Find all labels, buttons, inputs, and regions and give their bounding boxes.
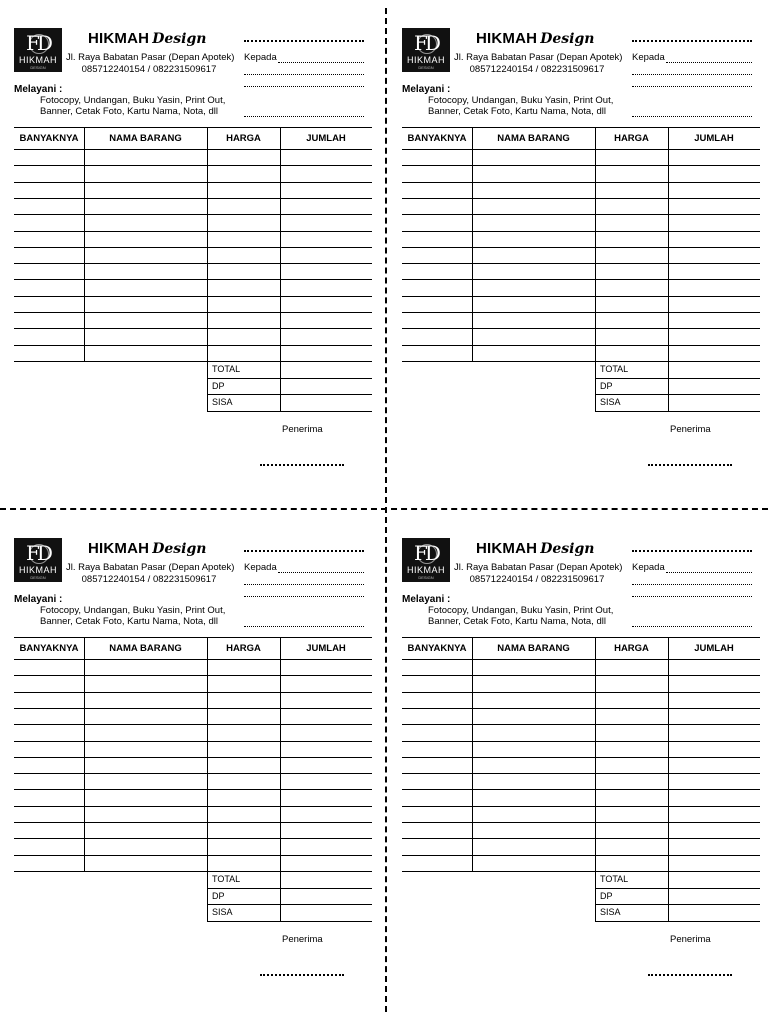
column-divider [472,637,473,871]
totals-row-line [595,411,760,412]
column-header: HARGA [226,643,261,654]
brand-script: Design [540,31,595,47]
totals-label: TOTAL [600,364,629,374]
table-row-line [402,296,760,297]
table-row-line [402,855,760,856]
invoice-form [388,0,768,512]
column-header: JUMLAH [694,643,734,654]
totals-divider [668,361,669,411]
column-header: NAMA BARANG [109,133,182,144]
column-header: NAMA BARANG [109,643,182,654]
column-divider [472,127,473,361]
kepada-label: Kepada [632,52,665,63]
column-divider [668,637,669,871]
phone-numbers: 085712240154 / 082231509617 [81,64,217,75]
cut-line-vertical [385,8,387,1012]
brand-name: HIKMAH [476,540,538,557]
table-row-line [14,806,372,807]
logo-wordmark: HIKMAH [18,55,57,65]
totals-label: DP [600,891,613,901]
receiver-signature-blank[interactable] [260,464,344,466]
table-header-border [402,659,760,660]
kepada-blank-2[interactable] [632,584,752,585]
table-row-line [402,312,760,313]
receiver-signature-blank[interactable] [648,974,732,976]
logo-subtitle: DESIGN [30,65,46,70]
kepada-blank-3[interactable] [244,596,364,597]
brand-title [476,30,594,48]
note-blank[interactable] [632,116,752,117]
table-row-line [402,165,760,166]
table-top-border [14,637,372,638]
totals-divider [668,871,669,921]
totals-label: SISA [600,907,621,917]
column-header: BANYAKNYA [407,133,467,144]
services-line: Fotocopy, Undangan, Buku Yasin, Print Out, [40,605,226,616]
date-blank[interactable] [244,40,364,42]
totals-divider [595,361,596,411]
brand-title [88,30,206,48]
table-row-line [14,773,372,774]
totals-label: TOTAL [212,874,241,884]
note-blank[interactable] [632,626,752,627]
column-header: NAMA BARANG [497,643,570,654]
services-label: Melayani : [14,594,63,605]
totals-row-line [207,904,372,905]
table-row-line [14,741,372,742]
logo-wordmark: HIKMAH [406,55,445,65]
table-row-line [14,675,372,676]
kepada-blank-2[interactable] [244,584,364,585]
table-top-border [14,127,372,128]
column-divider [207,127,208,361]
receiver-signature-blank[interactable] [648,464,732,466]
column-header: JUMLAH [306,643,346,654]
totals-row-line [595,921,760,922]
note-blank[interactable] [244,626,364,627]
table-row-line [14,789,372,790]
totals-label: TOTAL [212,364,241,374]
totals-label: DP [212,891,225,901]
services-list [428,605,613,627]
logo-wordmark: HIKMAH [406,565,445,575]
kepada-blank[interactable] [666,572,752,573]
column-divider [280,637,281,871]
logo [402,538,450,582]
column-divider [84,127,85,361]
table-row-line [402,198,760,199]
table-row-line [402,182,760,183]
services-label: Melayani : [402,594,451,605]
kepada-blank[interactable] [278,572,364,573]
table-row-line [402,279,760,280]
column-header: HARGA [614,133,649,144]
table-row-line [14,822,372,823]
totals-label: SISA [212,907,233,917]
kepada-label: Kepada [244,52,277,63]
table-row-line [14,871,372,872]
services-list [40,605,225,627]
logo-mark: FD [14,32,62,54]
table-row-line [14,198,372,199]
totals-label: DP [600,381,613,391]
receiver-label: Penerima [282,424,323,435]
table-row-line [14,345,372,346]
date-blank[interactable] [632,550,752,552]
table-row-line [402,757,760,758]
invoice-form [0,510,384,1022]
kepada-blank-2[interactable] [244,74,364,75]
brand-title [88,540,206,558]
brand-script: Design [540,541,595,557]
totals-divider [207,871,208,921]
table-row-line [14,247,372,248]
table-row-line [14,328,372,329]
totals-row-line [595,394,760,395]
brand-title [476,540,594,558]
logo-mark: FD [402,32,450,54]
kepada-blank-2[interactable] [632,74,752,75]
table-row-line [14,165,372,166]
invoice-form [388,510,768,1022]
kepada-blank-3[interactable] [244,86,364,87]
table-row-line [14,296,372,297]
logo-subtitle: DESIGN [418,575,434,580]
date-blank[interactable] [632,40,752,42]
table-header-border [402,149,760,150]
services-list [40,95,225,117]
totals-label: SISA [600,397,621,407]
table-row-line [14,182,372,183]
column-header: NAMA BARANG [497,133,570,144]
phone-numbers: 085712240154 / 082231509617 [469,64,605,75]
table-header-border [14,659,372,660]
totals-row-line [595,904,760,905]
totals-label: DP [212,381,225,391]
brand-script: Design [152,541,207,557]
table-row-line [14,214,372,215]
receiver-label: Penerima [670,934,711,945]
services-line: Fotocopy, Undangan, Buku Yasin, Print Out, [428,605,614,616]
column-divider [595,127,596,361]
totals-label: TOTAL [600,874,629,884]
table-row-line [402,675,760,676]
totals-row-line [207,378,372,379]
services-line: Banner, Cetak Foto, Kartu Nama, Nota, dll [40,106,218,117]
table-row-line [14,855,372,856]
services-line: Fotocopy, Undangan, Buku Yasin, Print Out, [40,95,226,106]
logo [402,28,450,72]
table-row-line [14,263,372,264]
totals-row-line [207,411,372,412]
table-row-line [402,789,760,790]
table-row-line [14,757,372,758]
services-line: Banner, Cetak Foto, Kartu Nama, Nota, dll [428,616,606,627]
table-row-line [402,692,760,693]
receiver-signature-blank[interactable] [260,974,344,976]
shop-address [454,52,623,76]
table-row-line [14,312,372,313]
logo-mark: FD [14,542,62,564]
table-row-line [402,247,760,248]
column-header: HARGA [614,643,649,654]
totals-divider [595,871,596,921]
totals-row-line [207,921,372,922]
date-blank[interactable] [244,550,364,552]
services-list [428,95,613,117]
table-row-line [402,345,760,346]
column-header: JUMLAH [694,133,734,144]
receiver-label: Penerima [670,424,711,435]
phone-numbers: 085712240154 / 082231509617 [81,574,217,585]
services-line: Banner, Cetak Foto, Kartu Nama, Nota, dll [428,106,606,117]
table-row-line [402,708,760,709]
shop-address [66,52,235,76]
column-divider [595,637,596,871]
column-header: JUMLAH [306,133,346,144]
kepada-blank[interactable] [666,62,752,63]
totals-label: SISA [212,397,233,407]
table-row-line [402,214,760,215]
receiver-label: Penerima [282,934,323,945]
logo [14,538,62,582]
logo-wordmark: HIKMAH [18,565,57,575]
table-row-line [14,838,372,839]
table-row-line [402,263,760,264]
table-row-line [14,279,372,280]
table-top-border [402,127,760,128]
address-line: Jl. Raya Babatan Pasar (Depan Apotek) [66,52,235,63]
table-row-line [402,741,760,742]
services-line: Banner, Cetak Foto, Kartu Nama, Nota, dll [40,616,218,627]
column-divider [280,127,281,361]
table-row-line [402,231,760,232]
services-label: Melayani : [402,84,451,95]
address-line: Jl. Raya Babatan Pasar (Depan Apotek) [454,562,623,573]
kepada-blank[interactable] [278,62,364,63]
totals-row-line [207,888,372,889]
table-row-line [402,724,760,725]
totals-row-line [207,394,372,395]
table-row-line [14,724,372,725]
logo-subtitle: DESIGN [30,575,46,580]
kepada-label: Kepada [632,562,665,573]
table-row-line [402,871,760,872]
invoice-form [0,0,384,512]
kepada-label: Kepada [244,562,277,573]
column-header: HARGA [226,133,261,144]
address-line: Jl. Raya Babatan Pasar (Depan Apotek) [454,52,623,63]
brand-script: Design [152,31,207,47]
logo-subtitle: DESIGN [418,65,434,70]
table-row-line [14,361,372,362]
table-row-line [402,773,760,774]
table-row-line [402,822,760,823]
column-header: BANYAKNYA [407,643,467,654]
column-header: BANYAKNYA [19,643,79,654]
table-row-line [402,361,760,362]
table-top-border [402,637,760,638]
brand-name: HIKMAH [88,30,150,47]
totals-row-line [595,888,760,889]
note-blank[interactable] [244,116,364,117]
phone-numbers: 085712240154 / 082231509617 [469,574,605,585]
column-divider [207,637,208,871]
services-label: Melayani : [14,84,63,95]
shop-address [454,562,623,586]
logo [14,28,62,72]
table-row-line [402,328,760,329]
totals-divider [207,361,208,411]
logo-mark: FD [402,542,450,564]
table-row-line [14,708,372,709]
totals-divider [280,871,281,921]
table-header-border [14,149,372,150]
address-line: Jl. Raya Babatan Pasar (Depan Apotek) [66,562,235,573]
kepada-blank-3[interactable] [632,596,752,597]
shop-address [66,562,235,586]
kepada-blank-3[interactable] [632,86,752,87]
table-row-line [14,692,372,693]
totals-row-line [595,378,760,379]
table-row-line [14,231,372,232]
column-divider [84,637,85,871]
totals-divider [280,361,281,411]
brand-name: HIKMAH [88,540,150,557]
table-row-line [402,806,760,807]
services-line: Fotocopy, Undangan, Buku Yasin, Print Out, [428,95,614,106]
brand-name: HIKMAH [476,30,538,47]
table-row-line [402,838,760,839]
column-divider [668,127,669,361]
column-header: BANYAKNYA [19,133,79,144]
